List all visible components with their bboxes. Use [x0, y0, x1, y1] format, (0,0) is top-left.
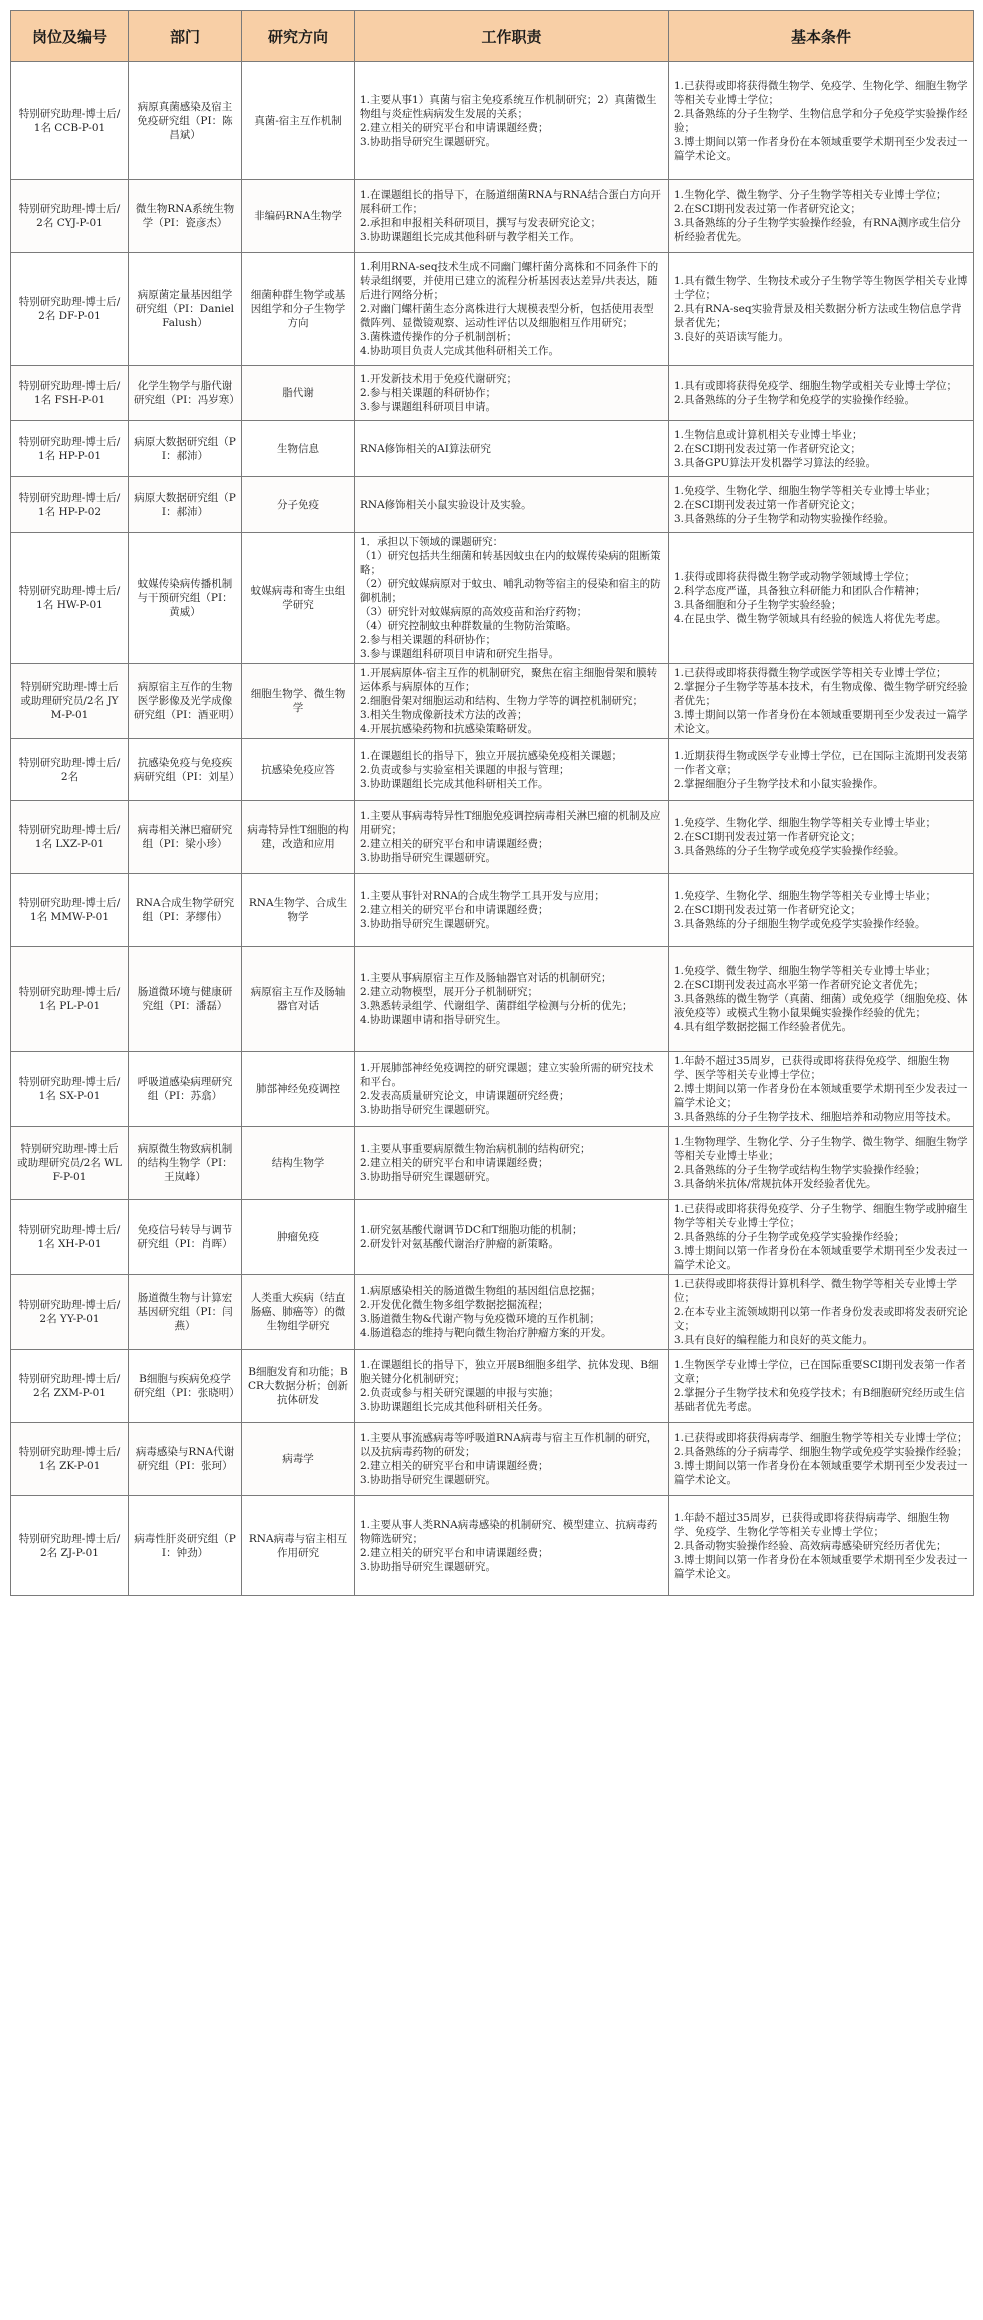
table-header	[11, 11, 974, 62]
table-row	[11, 801, 974, 874]
cell-requirements: 1.生物医学专业博士学位，已在国际重要SCI期刊发表第一作者文章； 2.掌握分子生物学技术和免疫学技术；有B细胞研究经历或生信基础者优先考虑。	[669, 1350, 974, 1423]
table-row	[11, 664, 974, 739]
cell-requirements: 1.生物信息或计算机相关专业博士毕业； 2.在SCI期刊发表过第一作者研究论文； 3.具备GPU算法开发机器学习算法的经验。	[669, 421, 974, 477]
cell-department: 微生物RNA系统生物学（PI：瓷彦杰）	[129, 180, 242, 253]
table-body	[11, 62, 974, 1596]
cell-requirements: 1.免疫学、微生物学、细胞生物学等相关专业博士毕业； 2.在SCI期刊发表过高水平第一作者研究论文者优先； 3.具备熟练的微生物学（真菌、细菌）或免疫学（细胞免疫、体液免疫等）或模式生物小鼠果蝇实验操作经验的优先； 4.具有组学数据挖掘工作经验者优先。	[669, 947, 974, 1052]
cell-position: 特别研究助理-博士后/2名 ZXM-P-01	[11, 1350, 129, 1423]
cell-department: 免疫信号转导与调节研究组（PI：肖晖）	[129, 1200, 242, 1275]
cell-position: 特别研究助理-博士后/2名	[11, 739, 129, 801]
cell-duties: 1.主要从事重要病原微生物治病机制的结构研究； 2.建立相关的研究平台和申请课题经费； 3.协助指导研究生课题研究。	[355, 1127, 669, 1200]
cell-position: 特别研究助理-博士后或助理研究员/2名 WLF-P-01	[11, 1127, 129, 1200]
header-requirements: 基本条件	[669, 11, 974, 62]
recruitment-table	[10, 10, 974, 1596]
cell-research-direction: 结构生物学	[242, 1127, 355, 1200]
cell-position: 特别研究助理-博士后/1名 LXZ-P-01	[11, 801, 129, 874]
cell-research-direction: 人类重大疾病（结直肠癌、肺癌等）的微生物组学研究	[242, 1275, 355, 1350]
header-research-direction: 研究方向	[242, 11, 355, 62]
table-row	[11, 739, 974, 801]
cell-research-direction: 真菌-宿主互作机制	[242, 62, 355, 180]
table-row	[11, 1423, 974, 1496]
table-row	[11, 477, 974, 533]
cell-duties: 1.在课题组长的指导下，独立开展抗感染免疫相关课题； 2.负责或参与实验室相关课题的申报与管理； 3.协助课题组长完成其他科研相关工作。	[355, 739, 669, 801]
cell-requirements: 1.具有微生物学、生物技术或分子生物学等生物医学相关专业博士学位； 2.具有RNA-seq实验背景及相关数据分析方法或生物信息学背景者优先； 3.良好的英语读写能力。	[669, 253, 974, 366]
cell-duties: 1.开展肺部神经免疫调控的研究课题；建立实验所需的研究技术和平台。 2.发表高质量研究论文，申请课题研究经费； 3.协助指导研究生课题研究。	[355, 1052, 669, 1127]
cell-requirements: 1.已获得或即将获得免疫学、分子生物学、细胞生物学或肿瘤生物学等相关专业博士学位； 2.具备熟练的分子生物学或免疫学实验操作经验； 3.博士期间以第一作者身份在本领域重要学术期刊至少发表过一篇学术论文。	[669, 1200, 974, 1275]
table-row	[11, 1350, 974, 1423]
cell-requirements: 1.已获得或即将获得微生物学或医学等相关专业博士学位； 2.掌握分子生物学等基本技术，有生物成像、微生物学研究经验者优先； 3.博士期间以第一作者身份在本领域重要期刊至少发表过一篇学术论文。	[669, 664, 974, 739]
table-row	[11, 1052, 974, 1127]
header-position: 岗位及编号	[11, 11, 129, 62]
cell-department: 病原菌定量基因组学研究组（PI：Daniel Falush）	[129, 253, 242, 366]
header-row	[11, 11, 974, 62]
cell-position: 特别研究助理-博士后/1名 HP-P-01	[11, 421, 129, 477]
cell-requirements: 1.免疫学、生物化学、细胞生物学等相关专业博士毕业； 2.在SCI期刊发表过第一作者研究论文； 3.具备熟练的分子细胞生物学或免疫学实验操作经验。	[669, 874, 974, 947]
cell-requirements: 1.年龄不超过35周岁，已获得或即将获得免疫学、细胞生物学、医学等相关专业博士学位； 2.博士期间以第一作者身份在本领域重要学术期刊至少发表过一篇学术论文； 3.具备熟练的分子生物学技术、细胞培养和动物应用等技术。	[669, 1052, 974, 1127]
cell-research-direction: B细胞发育和功能；BCR大数据分析；创新抗体研发	[242, 1350, 355, 1423]
cell-position: 特别研究助理-博士后/1名 SX-P-01	[11, 1052, 129, 1127]
cell-duties: RNA修饰相关小鼠实验设计及实验。	[355, 477, 669, 533]
cell-position: 特别研究助理-博士后/1名 CCB-P-01	[11, 62, 129, 180]
table-row	[11, 62, 974, 180]
table-row	[11, 180, 974, 253]
cell-research-direction: 脂代谢	[242, 366, 355, 421]
cell-position: 特别研究助理-博士后/1名 ZK-P-01	[11, 1423, 129, 1496]
cell-department: B细胞与疾病免疫学研究组（PI：张晓明）	[129, 1350, 242, 1423]
cell-department: RNA合成生物学研究组（PI：茅缪伟）	[129, 874, 242, 947]
cell-department: 肠道微生物与计算宏基因研究组（PI：闫燕）	[129, 1275, 242, 1350]
cell-department: 化学生物学与脂代谢研究组（PI：冯岁寒）	[129, 366, 242, 421]
cell-position: 特别研究助理-博士后/1名 HW-P-01	[11, 533, 129, 664]
cell-department: 病毒相关淋巴瘤研究组（PI：梁小珍）	[129, 801, 242, 874]
cell-department: 病原微生物致病机制的结构生物学（PI：王岚峰）	[129, 1127, 242, 1200]
cell-department: 蚊媒传染病传播机制与干预研究组（PI：黄威）	[129, 533, 242, 664]
cell-research-direction: 细胞生物学、微生物学	[242, 664, 355, 739]
cell-position: 特别研究助理-博士后/1名 MMW-P-01	[11, 874, 129, 947]
cell-research-direction: RNA病毒与宿主相互作用研究	[242, 1496, 355, 1596]
cell-research-direction: 肺部神经免疫调控	[242, 1052, 355, 1127]
cell-requirements: 1.已获得或即将获得计算机科学、微生物学等相关专业博士学位； 2.在本专业主流领域期刊以第一作者身份发表或即将发表研究论文； 3.具有良好的编程能力和良好的英文能力。	[669, 1275, 974, 1350]
cell-position: 特别研究助理-博士后/1名 HP-P-02	[11, 477, 129, 533]
cell-duties: 1.研究氨基酸代谢调节DC和T细胞功能的机制； 2.研发针对氨基酸代谢治疗肿瘤的新策略。	[355, 1200, 669, 1275]
table-row	[11, 1127, 974, 1200]
cell-duties: 1.主要从事1）真菌与宿主免疫系统互作机制研究；2）真菌微生物组与炎症性病病发生发展的关系； 2.建立相关的研究平台和申请课题经费； 3.协助指导研究生课题研究。	[355, 62, 669, 180]
table-row	[11, 1496, 974, 1596]
cell-duties: 1.利用RNA-seq技术生成不同幽门螺杆菌分离株和不同条件下的转录组纲要，并使用已建立的流程分析基因表达差异/共表达，随后进行网络分析； 2.对幽门螺杆菌生态分离株进行大规模表型分析，包括使用表型微阵列、显微镜观察、运动性评估以及细胞相互作用研究； 3.菌株遗传操作的分子机制剖析； 4.协助项目负责人完成其他科研相关工作。	[355, 253, 669, 366]
cell-research-direction: 生物信息	[242, 421, 355, 477]
cell-research-direction: 病毒特异性T细胞的构建，改造和应用	[242, 801, 355, 874]
cell-requirements: 1.具有或即将获得免疫学、细胞生物学或相关专业博士学位； 2.具备熟练的分子生物学和免疫学的实验操作经验。	[669, 366, 974, 421]
header-duties: 工作职责	[355, 11, 669, 62]
cell-duties: 1．承担以下领域的课题研究： （1）研究包括共生细菌和转基因蚊虫在内的蚊媒传染病的阻断策略； （2）研究蚊媒病原对于蚊虫、哺乳动物等宿主的侵染和宿主的防御机制； （3）研究针对蚊媒病原的高效疫苗和治疗药物； （4）研究控制蚊虫种群数量的生物防治策略。 2.参与相关课题的科研协作； 3.参与课题组科研项目申请和研究生指导。	[355, 533, 669, 664]
header-department: 部门	[129, 11, 242, 62]
cell-duties: 1.主要从事针对RNA的合成生物学工具开发与应用； 2.建立相关的研究平台和申请课题经费； 3.协助指导研究生课题研究。	[355, 874, 669, 947]
cell-position: 特别研究助理-博士后/1名 XH-P-01	[11, 1200, 129, 1275]
cell-department: 病毒感染与RNA代谢研究组（PI：张珂）	[129, 1423, 242, 1496]
cell-department: 病原宿主互作的生物医学影像及光学成像研究组（PI：酒亚明）	[129, 664, 242, 739]
cell-requirements: 1.近期获得生物或医学专业博士学位，已在国际主流期刊发表第一作者文章； 2.掌握细胞分子生物学技术和小鼠实验操作。	[669, 739, 974, 801]
table-row	[11, 1275, 974, 1350]
recruitment-table-container	[10, 10, 973, 1596]
table-row	[11, 421, 974, 477]
cell-research-direction: 肿瘤免疫	[242, 1200, 355, 1275]
cell-department: 呼吸道感染病理研究组（PI：苏翕）	[129, 1052, 242, 1127]
cell-duties: 1.病原感染相关的肠道微生物组的基因组信息挖掘； 2.开发优化微生物多组学数据挖掘流程； 3.肠道微生物&代谢产物与免疫微环境的互作机制； 4.肠道稳态的维持与靶向微生物治疗肿瘤方案的开发。	[355, 1275, 669, 1350]
cell-requirements: 1.生物物理学、生物化学、分子生物学、微生物学、细胞生物学等相关专业博士毕业； 2.具备熟练的分子生物学或结构生物学实验操作经验； 3.具备纳米抗体/常规抗体开发经验者优先。	[669, 1127, 974, 1200]
cell-position: 特别研究助理-博士后/1名 PL-P-01	[11, 947, 129, 1052]
cell-position: 特别研究助理-博士后或助理研究员/2名 JYM-P-01	[11, 664, 129, 739]
cell-requirements: 1.获得或即将获得微生物学或动物学领域博士学位； 2.科学态度严谨，具备独立科研能力和团队合作精神； 3.具备细胞和分子生物学实验经验； 4.在昆虫学、微生物学领域具有经验的候选人将优先考虑。	[669, 533, 974, 664]
cell-position: 特别研究助理-博士后/2名 YY-P-01	[11, 1275, 129, 1350]
cell-department: 病原大数据研究组（PI：郝沛）	[129, 477, 242, 533]
cell-requirements: 1.生物化学、微生物学、分子生物学等相关专业博士学位； 2.在SCI期刊发表过第一作者研究论文； 3.具备熟练的分子生物学实验操作经验，有RNA测序或生信分析经验者优先。	[669, 180, 974, 253]
cell-requirements: 1.已获得或即将获得微生物学、免疫学、生物化学、细胞生物学等相关专业博士学位； 2.具备熟练的分子生物学、生物信息学和分子免疫学实验操作经验； 3.博士期间以第一作者身份在本领域重要学术期刊至少发表过一篇学术论文。	[669, 62, 974, 180]
cell-requirements: 1.免疫学、生物化学、细胞生物学等相关专业博士毕业； 2.在SCI期刊发表过第一作者研究论文； 3.具备熟练的分子生物学或免疫学实验操作经验。	[669, 801, 974, 874]
cell-duties: RNA修饰相关的AI算法研究	[355, 421, 669, 477]
cell-position: 特别研究助理-博士后/2名 CYJ-P-01	[11, 180, 129, 253]
cell-position: 特别研究助理-博士后/1名 FSH-P-01	[11, 366, 129, 421]
cell-department: 病毒性肝炎研究组（PI：钟劲）	[129, 1496, 242, 1596]
cell-duties: 1.主要从事病原宿主互作及肠轴器官对话的机制研究； 2.建立动物模型，展开分子机制研究； 3.熟悉转录组学、代谢组学、菌群组学检测与分析的优先； 4.协助课题申请和指导研究生。	[355, 947, 669, 1052]
cell-research-direction: 抗感染免疫应答	[242, 739, 355, 801]
table-row	[11, 874, 974, 947]
table-row	[11, 366, 974, 421]
cell-department: 病原真菌感染及宿主免疫研究组（PI：陈昌斌）	[129, 62, 242, 180]
cell-department: 抗感染免疫与免疫疾病研究组（PI：刘星）	[129, 739, 242, 801]
cell-position: 特别研究助理-博士后/2名 DF-P-01	[11, 253, 129, 366]
cell-position: 特别研究助理-博士后/2名 ZJ-P-01	[11, 1496, 129, 1596]
cell-duties: 1.主要从事流感病毒等呼吸道RNA病毒与宿主互作机制的研究，以及抗病毒药物的研发； 2.建立相关的研究平台和申请课题经费； 3.协助指导研究生课题研究。	[355, 1423, 669, 1496]
cell-research-direction: 非编码RNA生物学	[242, 180, 355, 253]
cell-research-direction: 细菌种群生物学或基因组学和分子生物学方向	[242, 253, 355, 366]
cell-requirements: 1.免疫学、生物化学、细胞生物学等相关专业博士毕业； 2.在SCI期刊发表过第一作者研究论文； 3.具备熟练的分子生物学和动物实验操作经验。	[669, 477, 974, 533]
cell-research-direction: 病毒学	[242, 1423, 355, 1496]
cell-duties: 1.开发新技术用于免疫代谢研究； 2.参与相关课题的科研协作； 3.参与课题组科研项目申请。	[355, 366, 669, 421]
table-row	[11, 253, 974, 366]
cell-requirements: 1.年龄不超过35周岁，已获得或即将获得病毒学、细胞生物学、免疫学、生物化学等相关专业博士学位； 2.具备动物实验操作经验、高效病毒感染研究经历者优先； 3.博士期间以第一作者身份在本领域重要学术期刊至少发表过一篇学术论文。	[669, 1496, 974, 1596]
table-row	[11, 533, 974, 664]
cell-duties: 1.在课题组长的指导下，在肠道细菌RNA与RNA结合蛋白方向开展科研工作； 2.承担和申报相关科研项目，撰写与发表研究论文； 3.协助课题组长完成其他科研与教学相关工作。	[355, 180, 669, 253]
cell-research-direction: 病原宿主互作及肠轴器官对话	[242, 947, 355, 1052]
cell-duties: 1.主要从事人类RNA病毒感染的机制研究、模型建立、抗病毒药物筛选研究； 2.建立相关的研究平台和申请课题经费； 3.协助指导研究生课题研究。	[355, 1496, 669, 1596]
cell-department: 肠道微环境与健康研究组（PI：潘磊）	[129, 947, 242, 1052]
cell-department: 病原大数据研究组（PI：郝沛）	[129, 421, 242, 477]
cell-duties: 1.在课题组长的指导下，独立开展B细胞多组学、抗体发现、B细胞关键分化机制研究； 2.负责或参与相关研究课题的申报与实施； 3.协助课题组长完成其他科研相关任务。	[355, 1350, 669, 1423]
cell-duties: 1.主要从事病毒特异性T细胞免疫调控病毒相关淋巴瘤的机制及应用研究； 2.建立相关的研究平台和申请课题经费； 3.协助指导研究生课题研究。	[355, 801, 669, 874]
table-row	[11, 947, 974, 1052]
table-row	[11, 1200, 974, 1275]
cell-research-direction: 蚊媒病毒和寄生虫组学研究	[242, 533, 355, 664]
cell-requirements: 1.已获得或即将获得病毒学、细胞生物学等相关专业博士学位； 2.具备熟练的分子病毒学、细胞生物学或免疫学实验操作经验； 3.博士期间以第一作者身份在本领域重要学术期刊至少发表过一篇学术论文。	[669, 1423, 974, 1496]
cell-research-direction: 分子免疫	[242, 477, 355, 533]
cell-research-direction: RNA生物学、合成生物学	[242, 874, 355, 947]
cell-duties: 1.开展病原体-宿主互作的机制研究，聚焦在宿主细胞骨架和膜转运体系与病原体的互作； 2.细胞骨架对细胞运动和结构、生物力学等的调控机制研究； 3.相关生物成像新技术方法的改善； 4.开展抗感染药物和抗感染策略研发。	[355, 664, 669, 739]
